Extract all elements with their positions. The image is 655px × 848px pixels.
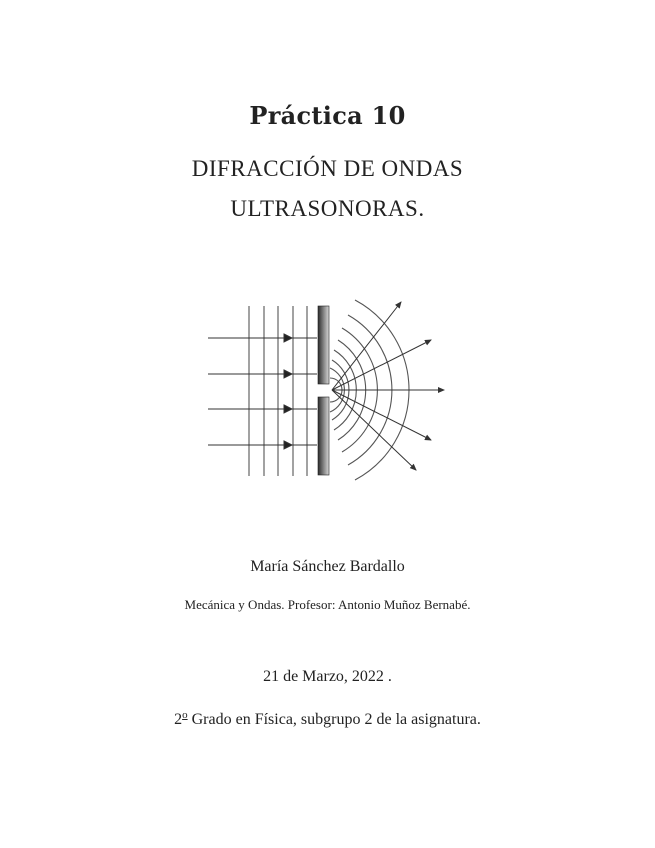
course-info: Mecánica y Ondas. Profesor: Antonio Muñoz Bernabé. — [184, 597, 471, 612]
degree-year: 2 — [174, 711, 183, 728]
ordinal-indicator: o — [182, 709, 188, 721]
slit-barrier — [318, 306, 329, 475]
subtitle-line-2: ULTRASONORAS. — [230, 196, 425, 221]
subtitle-line-1: DIFRACCIÓN DE ONDAS — [191, 156, 464, 181]
degree-text: Grado en Física, subgrupo 2 de la asignatura. — [187, 711, 481, 728]
diffraction-diagram-icon — [200, 290, 460, 490]
date: 21 de Marzo, 2022 . — [263, 668, 392, 685]
author-name: María Sánchez Bardallo — [250, 558, 405, 575]
incident-wavefronts — [249, 306, 307, 476]
degree-info — [0, 709, 655, 729]
page-title: Práctica 10 — [249, 101, 406, 130]
incident-rays — [208, 334, 317, 449]
